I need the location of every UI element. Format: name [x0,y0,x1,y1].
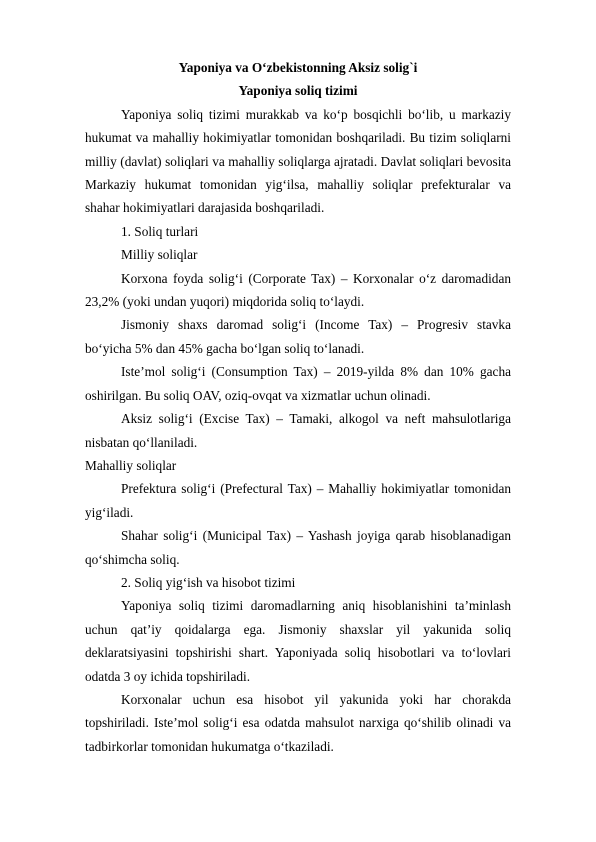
paragraph-income-tax: Jismoniy shaxs daromad solig‘i (Income Tax) – Progresiv stavka bo‘yicha 5% dan 45% gacha bo‘lgan soliq to‘lanadi. [85,317,511,356]
paragraph-municipal-tax: Shahar solig‘i (Municipal Tax) – Yashash joyiga qarab hisoblanadigan qo‘shimcha soliq. [85,528,511,567]
subsection-heading-milliy-soliqlar: Milliy soliqlar [121,247,198,263]
section-heading-soliq-turlari: 1. Soliq turlari [121,223,199,239]
section-heading-soliq-yigish: 2. Soliq yig‘ish va hisobot tizimi [121,574,296,590]
document-subtitle: Yaponiya soliq tizimi [238,83,358,99]
document-title: Yaponiya va O‘zbekistonning Aksiz solig`i [178,60,418,75]
document-page [85,56,511,758]
paragraph-reporting-individuals: Yaponiya soliq tizimi daromadlarning aniq hisoblanishini ta’minlash uchun qat’iy qoidalarga ega. Jismoniy shaxslar yil yakunida soliq deklaratsiyasini topshirishi shart. Yaponiyada soliq hisobotlari va to‘lovlari odatda 3 oy ichida topshiriladi. [85,598,511,684]
paragraph-intro: Yaponiya soliq tizimi murakkab va ko‘p bosqichli bo‘lib, u markaziy hukumat va mahalliy hokimiyatlar tomonidan boshqariladi. Bu tizim soliqlarni milliy (davlat) soliqlari va mahalliy soliqlarga ajratadi. Davlat soliqlari bevosita Markaziy hukumat tomonidan yig‘ilsa, mahalliy soliqlar prefekturalar va shahar hokimiyatlari darajasida boshqariladi. [85,106,511,216]
paragraph-excise-tax: Aksiz solig‘i (Excise Tax) – Tamaki, alkogol va neft mahsulotlariga nisbatan qo‘llaniladi. [85,411,511,450]
paragraph-prefectural-tax: Prefektura solig‘i (Prefectural Tax) – Mahalliy hokimiyatlar tomonidan yig‘iladi. [85,481,511,520]
paragraph-reporting-companies: Korxonalar uchun esa hisobot yil yakunida yoki har chorakda topshiriladi. Iste’mol solig‘i esa odatda mahsulot narxiga qo‘shilib olinadi va tadbirkorlar tomonidan hukumatga o‘tkaziladi. [85,691,511,754]
paragraph-corporate-tax: Korxona foyda solig‘i (Corporate Tax) – Korxonalar o‘z daromadidan 23,2% (yoki undan yuqori) miqdorida soliq to‘laydi. [85,270,511,310]
paragraph-consumption-tax: Iste’mol solig‘i (Consumption Tax) – 2019-yilda 8% dan 10% gacha oshirilgan. Bu soliq OAV, oziq-ovqat va xizmatlar uchun olinadi. [85,364,511,403]
subsection-heading-mahalliy-soliqlar: Mahalliy soliqlar [85,457,177,473]
